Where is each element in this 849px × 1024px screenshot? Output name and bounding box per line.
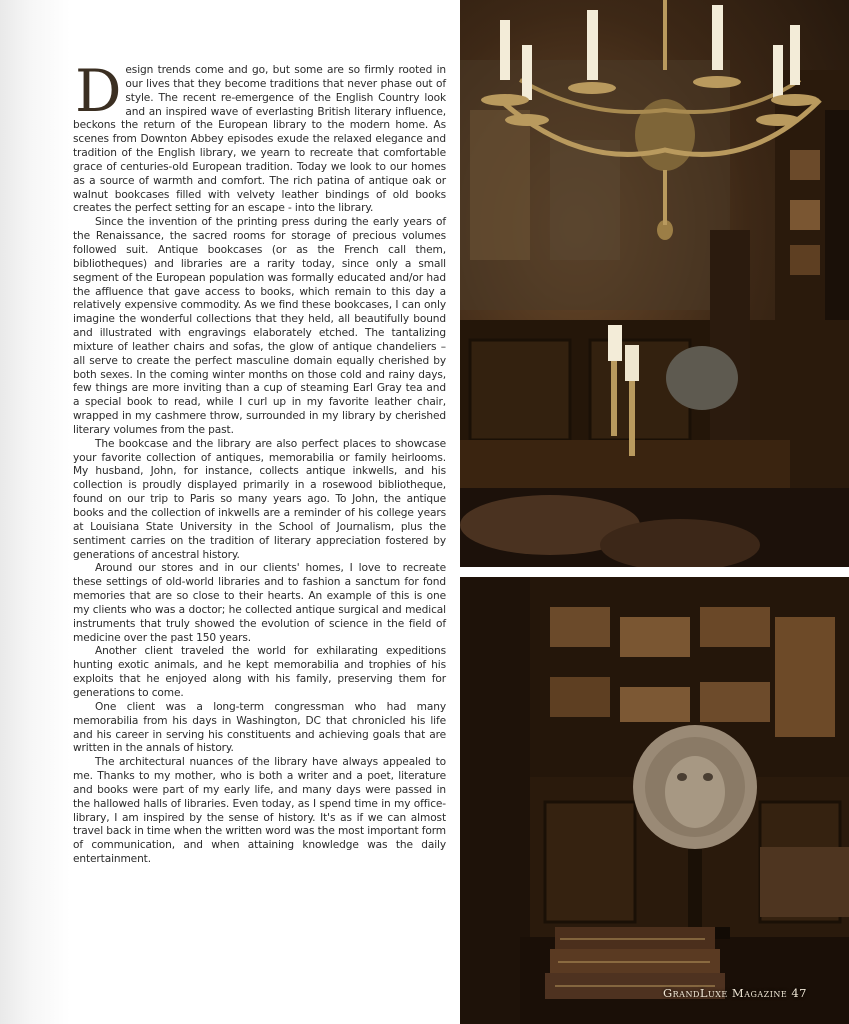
- library-chandelier-illustration: [460, 0, 849, 567]
- article-paragraph: Another client traveled the world for exhilarating expeditions hunting exotic animals, and he kept memorabilia and trophies of his exploits that he enjoyed along with his family, preserving them for generations to come.: [73, 645, 446, 699]
- article-paragraph: The architectural nuances of the library have always appealed to me. Thanks to my mother, who is both a writer and a poet, literature and books were part of my early life, and many days were passed in the hallowed halls of libraries. Even today, as I spend time in my office-library, I am inspired by the sense of history. It's as if we can almost travel back in time when the written word was the most important form of communication, and when attaining knowledge was the daily entertainment.: [73, 756, 446, 866]
- article-paragraph: Since the invention of the printing press during the early years of the Renaissance, the sacred rooms for storage of precious volumes followed suit. Antique bookcases (or as the French call them, bibliotheques) and libraries are a rarity today, since only a small segment of the European population was formally educated and/or had the affluence that gave access to books, which remain to this day a relatively expensive commodity. As we find these bookcases, I can only imagine the wonderful collections that they held, all beautifully bound and illustrated with engravings elaborately etched. The tantalizing mixture of leather chairs and sofas, the glow of antique chandeliers – all serve to create the perfect masculine domain equally cherished by both sexes. In the coming winter months on those cold and rainy days, few things are more inviting than a cup of steaming Earl Gray tea and a special book to read, while I curl up in my favorite leather chair, wrapped in my cashmere throw, surrounded in my library by cherished literary volumes from the past.: [73, 216, 446, 436]
- page-footer-magazine-title: GrandLuxe Magazine 47: [662, 986, 807, 1000]
- article-paragraph: Around our stores and in our clients' homes, I love to recreate these settings of old-world libraries and to fashion a sanctum for fond memories that are so close to their hearts. An example of this is one my clients who was a doctor; he collected antique surgical and medical instruments that truly showed the evolution of science in the field of medicine over the past 150 years.: [73, 562, 446, 644]
- lion-head-illustration: [460, 577, 849, 1024]
- lion-head-bookcase-photo: [460, 577, 849, 1024]
- article-paragraph: [73, 57, 446, 216]
- photo-divider: [460, 567, 849, 577]
- drop-cap: D: [75, 57, 122, 125]
- library-chandelier-photo: [460, 0, 849, 567]
- article-paragraph: One client was a long-term congressman who had many memorabilia from his days in Washington, DC that chronicled his life and his career in serving his constituents and achieving goals that are written in the annals of history.: [73, 700, 446, 755]
- article-paragraph: The bookcase and the library are also perfect places to showcase your favorite collection of antiques, memorabilia or family heirlooms. My husband, John, for instance, collects antique inkwells, and his collection is proudly displayed primarily in a rosewood bibliotheque, found on our trip to Paris so many years ago. To John, the antique books and the collection of inkwells are a reminder of his college years at Louisiana State University in the School of Journalism, plus the sentiment carries on the tradition of literary appreciation fostered by generations of ancestral history.: [73, 437, 446, 561]
- paragraph-text: esign trends come and go, but some are so firmly rooted in our lives that they become traditions that never phase out of style. The recent re-emergence of the English Country look and an inspired wave of everlasting British literary influence, beckons the return of the European library to the modern home. As scenes from Downton Abbey episodes exude the relaxed elegance and tradition of the English library, we yearn to recreate that comfortable grace of centuries-old European tradition. Today we look to our homes as a source of warmth and comfort. The rich patina of antique oak or walnut bookcases filled with velvety leather bindings of old books creates the perfect setting for an escape - into the library.: [73, 64, 446, 215]
- article-body: [73, 57, 446, 867]
